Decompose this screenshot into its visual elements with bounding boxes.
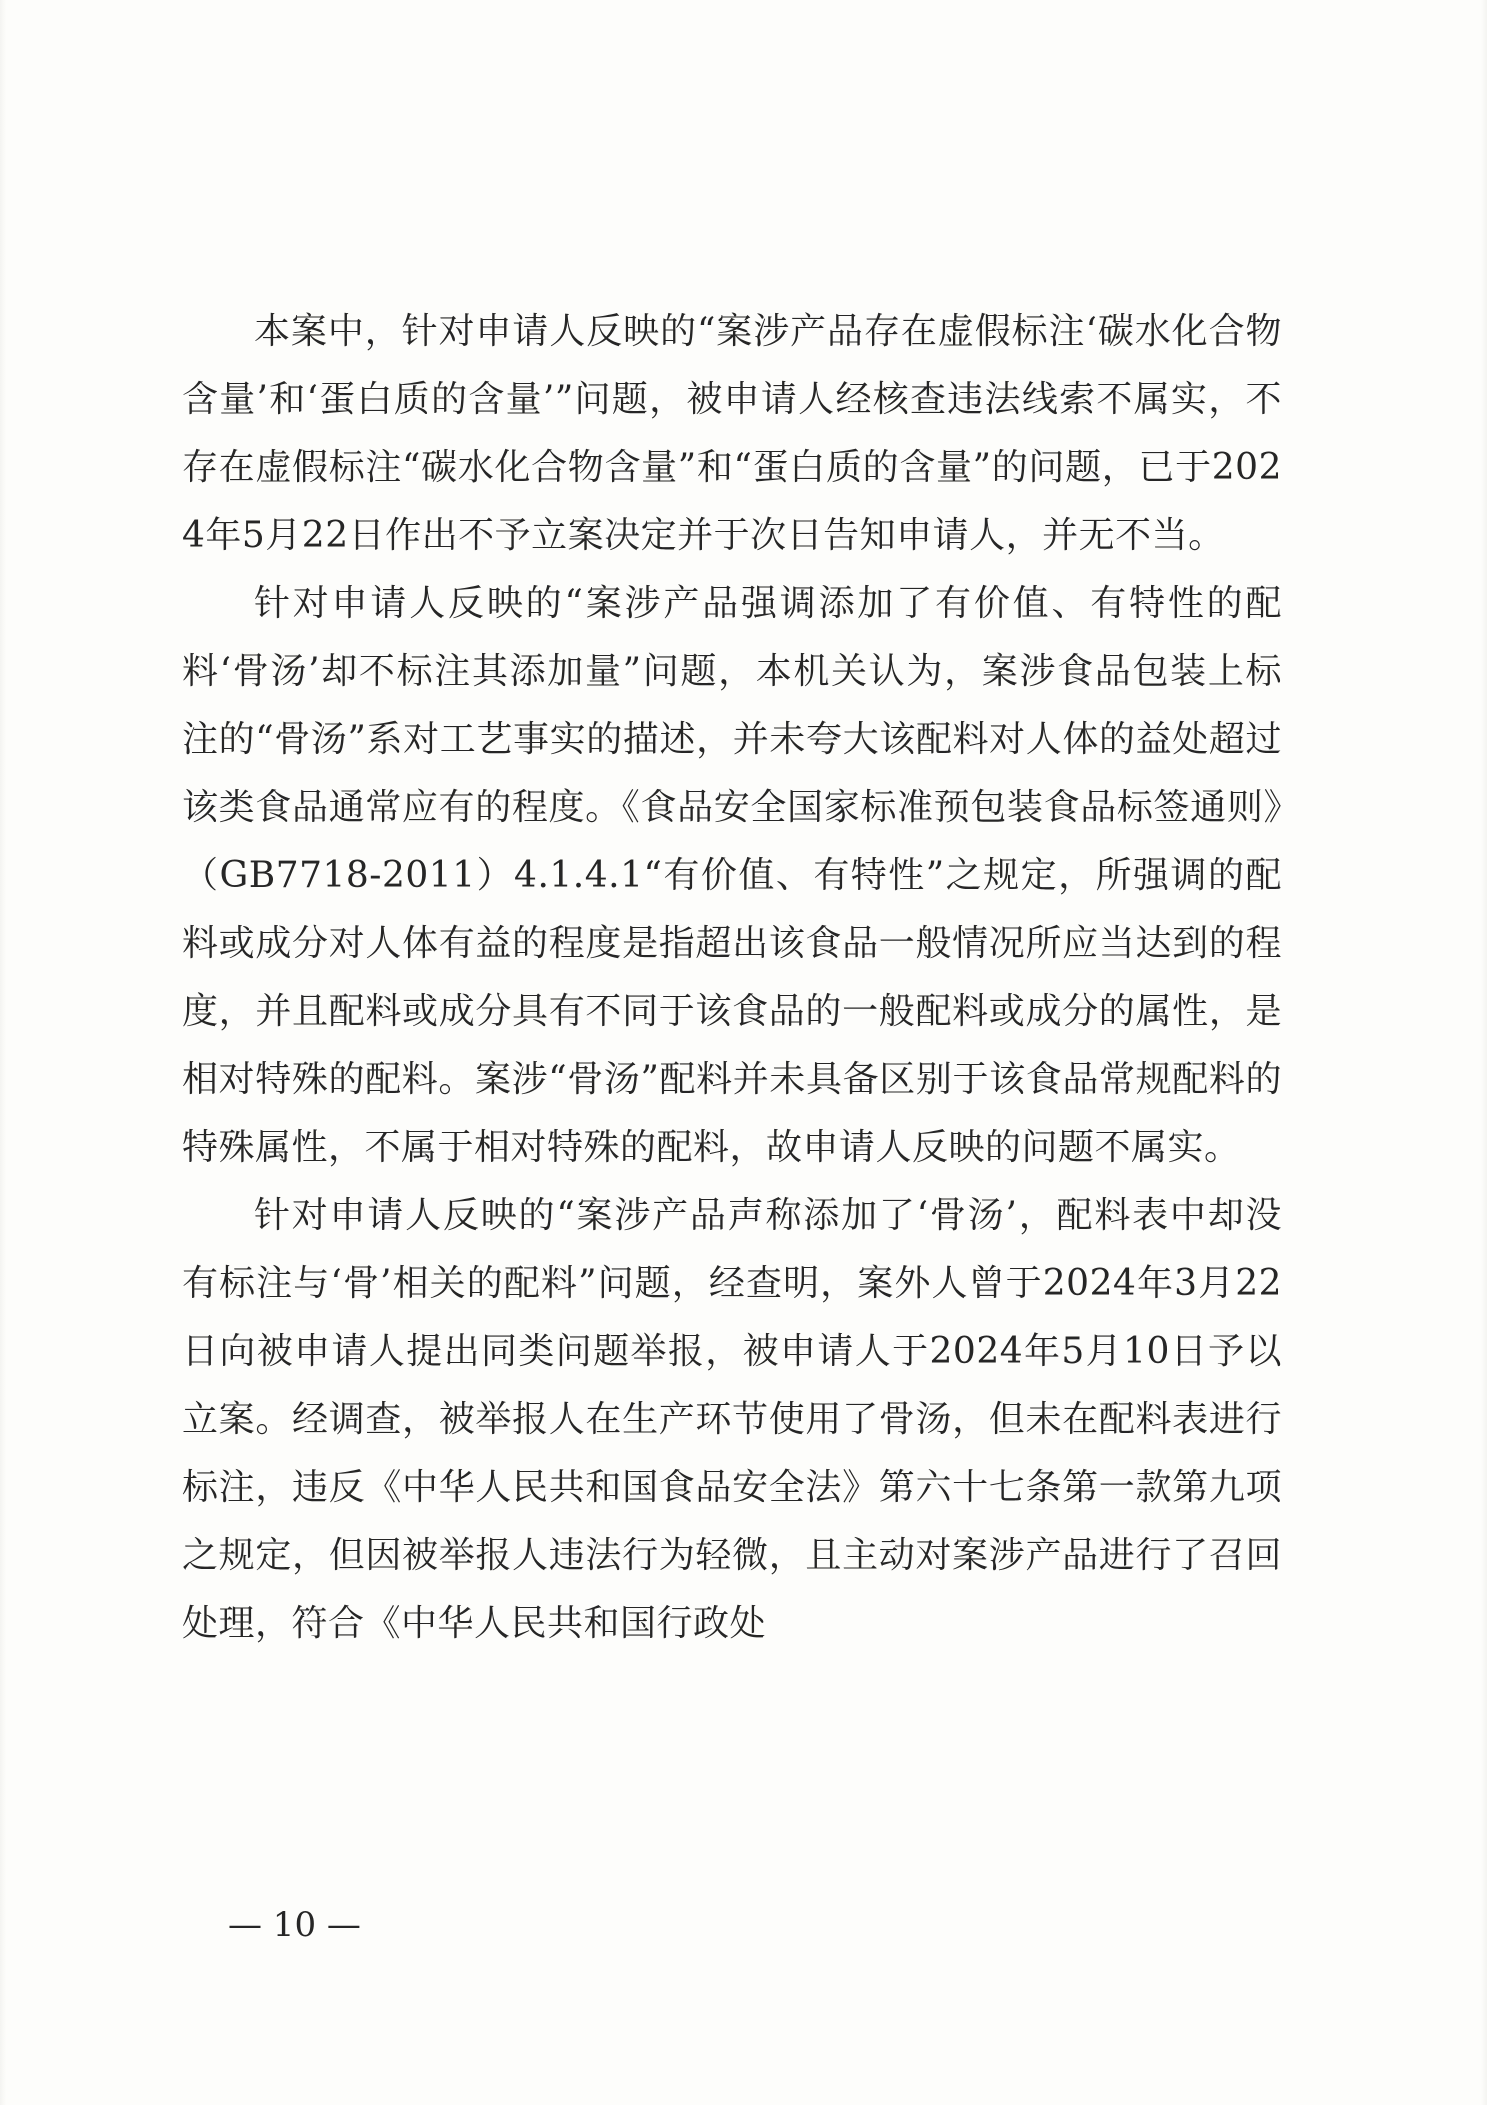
paragraph-case-finding: 本案中，针对申请人反映的“案涉产品存在虚假标注‘碳水化合物含量’和‘蛋白质的含量’”问题，被申请人经核查违法线索不属实，不存在虚假标注“碳水化合物含量”和“蛋白质的含量”的问题，已于2024年5月22日作出不予立案决定并于次日告知申请人，并无不当。 — [182, 311, 1282, 556]
document-body — [182, 298, 1282, 1658]
page-number: — 10 — — [228, 1905, 361, 1945]
paragraph-ingredient-list: 针对申请人反映的“案涉产品声称添加了‘骨汤’，配料表中却没有标注与‘骨’相关的配料”问题，经查明，案外人曾于2024年3月22日向被申请人提出同类问题举报，被申请人于2024年5月10日予以立案。经调查，被举报人在生产环节使用了骨汤，但未在配料表进行标注，违反《中华人民共和国食品安全法》第六十七条第一款第九项之规定，但因被举报人违法行为轻微，且主动对案涉产品进行了召回处理，符合《中华人民共和国行政处 — [182, 1195, 1282, 1644]
paragraph-bone-broth-labeling: 针对申请人反映的“案涉产品强调添加了有价值、有特性的配料‘骨汤’却不标注其添加量”问题，本机关认为，案涉食品包装上标注的“骨汤”系对工艺事实的描述，并未夸大该配料对人体的益处超过该类食品通常应有的程度。《食品安全国家标准预包装食品标签通则》（GB7718-2011）4.1.4.1“有价值、有特性”之规定，所强调的配料或成分对人体有益的程度是指超出该食品一般情况所应当达到的程度，并且配料或成分具有不同于该食品的一般配料或成分的属性，是相对特殊的配料。案涉“骨汤”配料并未具备区别于该食品常规配料的特殊属性，不属于相对特殊的配料，故申请人反映的问题不属实。 — [182, 583, 1282, 1168]
